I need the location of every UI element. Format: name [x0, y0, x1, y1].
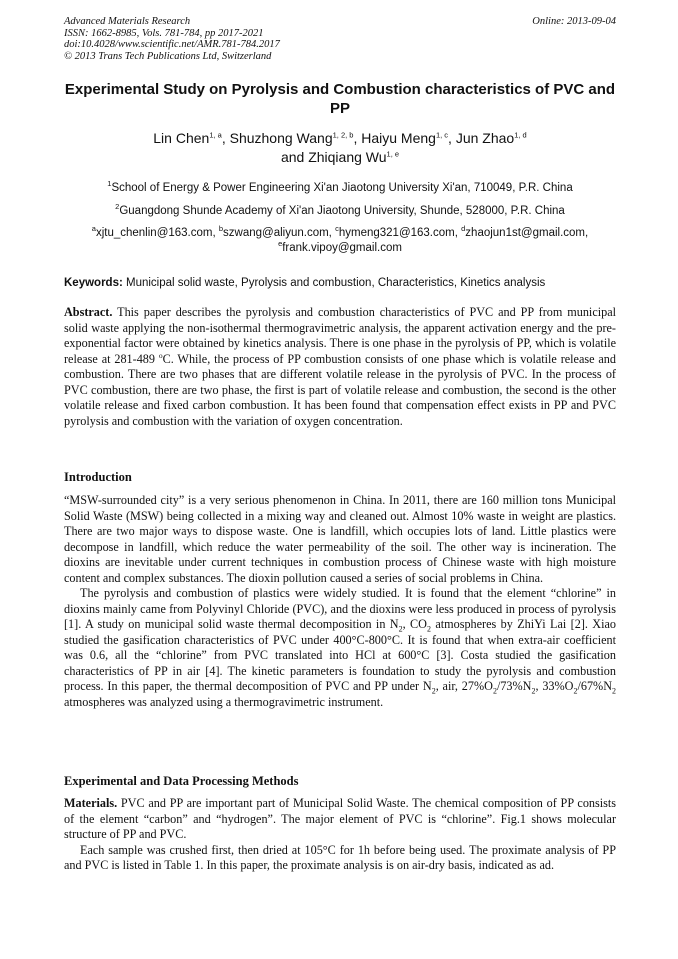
intro-text: /67%N [577, 679, 612, 693]
email-sup: a [91, 224, 96, 234]
copyright-line: © 2013 Trans Tech Publications Ltd, Switzerland [64, 50, 272, 62]
email-sup: e [278, 239, 283, 249]
author-sup: 1, 2, b [332, 130, 354, 140]
abstract-text: C. While, the process of PP combustion consists of one phase which is volatile release and combustion. There are two phases that are different volatile release in the pyrolysis of PVC. In the process of PVC combustion, there are two phase, the first is part of volatile release and combustion, the second is the other volatile release and fixed carbon combustion. It has been found that compensation effect exists in PP and PVC pyrolysis and combustion with the variation of oxygen concentration. [64, 351, 616, 428]
abstract-label: Abstract. [64, 305, 113, 319]
email-address[interactable]: szwang@aliyun.com, [223, 227, 332, 239]
intro-text: , 33%O [535, 679, 574, 693]
email-address[interactable]: hymeng321@163.com, [338, 227, 458, 239]
degree-sup: o [158, 350, 163, 360]
author-sup: 1, c [435, 130, 449, 140]
email-sup: d [461, 224, 466, 234]
journal-name: Advanced Materials Research [64, 16, 191, 27]
abstract [64, 305, 616, 429]
keywords-label: Keywords: [64, 277, 123, 289]
email-address[interactable]: frank.vipoy@gmail.com [282, 242, 402, 254]
introduction-body [64, 493, 616, 710]
email-sup: c [335, 224, 339, 234]
methods-text: PVC and PP are important part of Municipal Solid Waste. The chemical composition of PP consists of the element “carbon” and “hydrogen”. The major element of PVC is “chlorine”. Fig.1 shows molecular structure of PP and PVC. [64, 796, 617, 841]
intro-paragraph-2 [64, 586, 616, 710]
methods-paragraph-2: Each sample was crushed first, then dried at 105°C for 1h before being used. The proximate analysis of PP and PVC is listed in Table 1. In this paper, the proximate analysis is on air-dry basis, indicated as ad. [64, 842, 616, 872]
author-name: Shuzhong Wang [229, 130, 333, 146]
introduction-heading: Introduction [64, 470, 132, 484]
affiliation-sup: 2 [115, 202, 120, 212]
affiliation-1 [60, 181, 620, 196]
issn-line: ISSN: 1662-8985, Vols. 781-784, pp 2017-2021 [64, 27, 264, 39]
methods-heading: Experimental and Data Processing Methods [64, 774, 299, 788]
affiliation-text: Guangdong Shunde Academy of Xi'an Jiaotong University, Shunde, 528000, P.R. China [119, 205, 565, 217]
author-and: and [280, 149, 305, 165]
email-sup: b [218, 224, 224, 234]
methods-body [64, 796, 616, 874]
subscript: 2 [531, 686, 536, 696]
keywords [64, 276, 616, 291]
intro-text: /73%N [496, 679, 532, 693]
author-name: Jun Zhao [455, 130, 515, 146]
author-list: Lin Chen$^{1, a}$, Shuzhong Wang$^{1, 2, b}$, Haiyu Meng$^{1, c}$, Jun Zhao$^{1, d}$ and Zhiqiang Wu$^{1, e}$ [153, 130, 527, 165]
doi-line: doi:10.4028/www.scientific.net/AMR.781-784.2017 [64, 39, 280, 50]
abstract-text: This paper describes the pyrolysis and combustion characteristics of PVC and PP from municipal solid waste applying the non-isothermal thermogravimetric analysis, the apparent activation energy and the pre-exponential factor were obtained by kinetics analysis. There is one phase in the pyrolysis of PP, which is volatile release at 281-489 [64, 305, 616, 366]
intro-text: The pyrolysis and combustion of plastics were widely studied. It is found that the element “chlorine” in dioxins mainly came from Polyvinyl Chloride (PVC), and the dioxins were less produced in process of pyrolysis [1]. A study on municipal solid waste thermal decomposition in N [64, 586, 616, 631]
intro-paragraph-1: “MSW-surrounded city” is a very serious phenomenon in China. In 2011, there are 160 million tons Municipal Solid Waste (MSW) being collected in a mixing way and cleaned out. Almost 10% waste in weight are plastics. There are two major ways to dispose waste. One is landfill, which occupies lots of land. Little plastics were decompose in landfill, which reduce the water permeability of the soil. The other way is incineration. The dioxins are inevitable under current techniques in combustion process of Chinese waste with high moisture content and complex substances. The dioxin pollution caused a series of social problems in China. [64, 493, 616, 585]
intro-text: atmospheres was analyzed using a thermogravimetric instrument. [64, 694, 384, 709]
subscript: 2 [398, 624, 403, 634]
journal-header [64, 16, 616, 62]
intro-text: atmospheres by ZhiYi Lai [2]. Xiao studied the gasification characteristics of PVC under 400°C-800°C. It is found that when extra-air coefficient was 0.6, all the “chlorine” from PVC translated into HCl at 600°C [3]. Costa studied the gasification characteristics of PP in air [4]. The kinetic parameters is foundation to study the pyrolysis and combustion process. In this paper, the thermal decomposition of PVC and PP under N [64, 617, 616, 693]
author-name: Haiyu Meng [361, 130, 436, 146]
methods-paragraph-1 [64, 796, 616, 843]
paper-title: Experimental Study on Pyrolysis and Combustion characteristics of PVC and PP [64, 81, 616, 117]
author-name: Zhiqiang Wu [308, 149, 387, 165]
email-list [60, 226, 620, 256]
author-name: Lin Chen [153, 130, 210, 146]
materials-label: Materials. [64, 796, 118, 810]
subscript: 2 [573, 686, 578, 696]
author-sup: 1, a [209, 130, 222, 140]
author-sup: 1, d [514, 130, 527, 140]
author-sup: 1, e [386, 149, 400, 159]
email-address[interactable]: xjtu_chenlin@163.com, [95, 227, 216, 239]
intro-text: , air, 27%O [435, 679, 493, 693]
affiliation-text: School of Energy & Power Engineering Xi'an Jiaotong University Xi'an, 710049, P.R. China [111, 182, 573, 194]
affiliation-sup: 1 [107, 179, 112, 189]
subscript: 2 [492, 686, 497, 696]
subscript: 2 [426, 624, 431, 634]
intro-text: , CO [402, 617, 427, 631]
keywords-text: Municipal solid waste, Pyrolysis and combustion, Characteristics, Kinetics analysis [126, 277, 546, 289]
email-address[interactable]: zhaojun1st@gmail.com, [465, 227, 589, 239]
subscript: 2 [612, 686, 616, 696]
affiliation-2 [60, 204, 620, 219]
online-date: Online: 2013-09-04 [532, 16, 616, 27]
subscript: 2 [431, 686, 436, 696]
